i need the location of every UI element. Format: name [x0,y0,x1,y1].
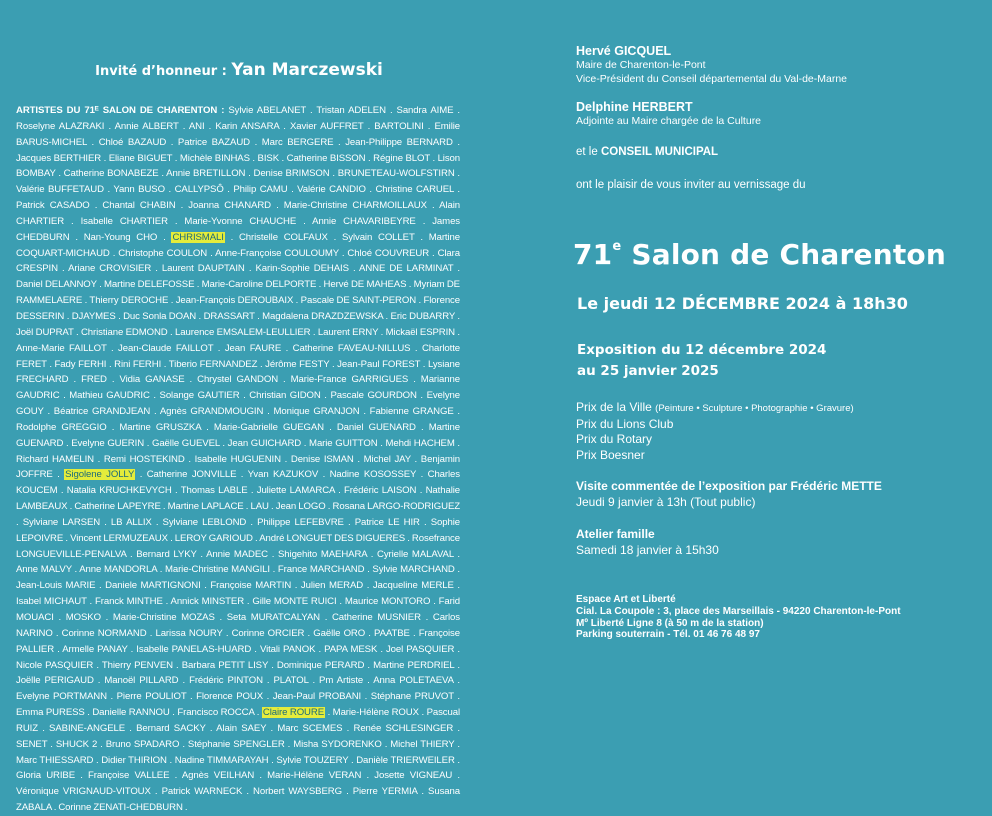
artists-part-3: . Catherine JONVILLE . Yvan KAZUKOV . Nadine KOSOSSEY . Charles KOUCEM . Natalia KRUCHKEVYCH . Thomas LABLE . Juliette LAMARCA . Frédéric LAISON . Nathalie LAMBEAUX . Catherine LAPEYRE . Martine LAPLACE . LAU . Jean LOGO . Rosana LARGO-RODRIGUEZ . Sylviane LARSEN . LB ALLIX . Sylviane LEBLOND . Philippe LEFEBVRE . Patrice LE HIR . Sophie LEPOIVRE . Vincent LERMUZEAUX . LEROY GARIOUD . André LONGUET DES DIGUERES . Rosefrance LONGUEVILLE-PENALVA . Bernard LYKY . Annie MADEC . Shigehito MAEHARA . Cyrielle MALAVAL . Anne MALVY . Anne MANDORLA . Marie-Christine MANGILI . France MARCHAND . Sylvie MARCHAND . Jean-Louis MARIE . Daniele MARTIGNONI . Françoise MARTIN . Julien MERAD . Jacqueline MERLE . Isabel MICHAUT . Franck MINTHE . Annick MINSTER . Gille MONTE RUICI . Maurice MONTORO . Farid MOUACI . MOSKO . Marie-Christine MOZAS . Seta MURATCALYAN . Catherine MUSNIER . Carlos NARINO . Corinne NORMAND . Larissa NOURY . Corinne ORCIER . Gaëlle ORO . PAATBE . Françoise PALLIER . Armelle PANAY . Isabelle PANELAS-HUARD . Vitali PANOK . PAPA MESK . Joel PASQUIER . Nicole PASQUIER . Thierry PENVEN . Barbara PETIT LISY . Dominique PERARD . Martine PERDRIEL . Joëlle PERIGAUD . Manoël PILLARD . Frédéric PINTON . PLATOL . Pm Artiste . Anna POLETAEVA . Evelyne PORTMANN . Pierre POULIOT . Florence POUX . Jean-Paul PROBANI . Stéphane PRUVOT . Emma PURESS . Danielle RANNOU . Francisco ROCCA . [16,469,460,719]
left-column [16,60,460,816]
prize-ville [576,400,854,417]
prize-lions: Prix du Lions Club [576,416,674,431]
guided-visit [576,478,882,510]
guest-label: Invité d’honneur : [95,64,227,79]
event-title [573,238,946,271]
artists-heading: ARTISTES DU 71ᴱ SALON DE CHARENTON : [16,105,225,116]
host-role: Adjointe au Maire chargée de la Culture [576,115,762,127]
expo-line-2: au 25 janvier 2025 [577,363,719,379]
artists-part-2: . Christelle COLFAUX . Sylvain COLLET . Martine COQUART-MICHAUD . Christophe COULON . Anne-Françoise COULOUMY . Chloé COUVREUR . Clara CRESPIN . Ariane CROVISIER . Laurent DAUPTAIN . Karin-Sophie DEHAIS . ANNE DE LARMINAT . Daniel DELANNOY . Martine DELEFOSSE . Marie-Caroline DELPORTE . Hervé DE MAHEAS . Myriam DE RAMMELAERE . Thierry DEROCHE . Jean-François DEROUBAIX . Pascale DE SAINT-PERON . Florence DESSERIN . DJAYMES . Duc Sonla DOAN . DRASSART . Magdalena DRAZDZEWSKA . Eric DUBARRY . Joël DUPRAT . Christiane EDMOND . Laurence EMSALEM-LEULLIER . Laurent ERNY . Mickaël ESPRIN . Anne-Marie FAILLOT . Jean-Claude FAILLOT . Jean FAURE . Catherine FAVEAU-NILLUS . Charlotte FERET . Fady FERHI . Rini FERHI . Tiberio FERNANDEZ . Jérôme FESTY . Jean-Paul FOREST . Lysiane FRECHARD . FRED . Vidia GANASE . Chrystel GANDON . Marie-France GARRIGUES . Marianne GAUDRIC . Mathieu GAUDRIC . Solange GAUTIER . Christian GIDON . Pascale GOURDON . Evelyne GOUY . Béatrice GRANDJEAN . Agnès GRANDMOUGIN . Monique GRANJON . Fabienne GRANGE . Rodolphe GREGGIO . Martine GRUSZKA . Marie-Gabrielle GUEGAN . Daniel GUENARD . Martine GUENARD . Evelyne GUERIN . Gaëlle GUEVEL . Jean GUICHARD . Marie GUITTON . Mehdi HACHEM . Richard HAMELIN . Remi HOSTEKIND . Isabelle HUGUENIN . Denise ISMAN . Michel JAY . Benjamin JOFFRE . [16,231,460,481]
guest-name: Yan Marczewski [231,60,383,80]
highlighted-artist: Claire ROURE [262,707,325,719]
address-line-2: Cial. La Coupole : 3, place des Marseillais - 94220 Charenton-le-Pont [576,605,901,617]
prizes-list [576,400,854,463]
atelier-detail: Samedi 18 janvier à 15h30 [576,543,719,557]
host-1 [576,44,976,86]
council-line [576,146,976,158]
artists-part-4: . Marie-Hélène ROUX . Pascual RUIZ . SABINE-ANGELE . Bernard SACKY . Alain SAEY . Marc SCEMES . Renée SCHLESINGER . SENET . SHUCK 2 . Bruno SPADARO . Stéphanie SPENGLER . Misha SYDORENKO . Michel THIERY . Marc THIESSARD . Didier THIRION . Nadine TIMMARAYAH . Sylvie TOUZERY . Danièle TRIERWEILER . Gloria URIBE . Françoise VALLEE . Agnès VEILHAN . Marie-Hélène VERAN . Josette VIGNEAU . Véronique VRIGNAUD-VITOUX . Patrick WARNECK . Norbert WAYSBERG . Pierre YERMIA . Susana ZABALA . Corinne ZENATI-CHEDBURN . [16,707,461,814]
address-line-1: Espace Art et Liberté [576,594,676,605]
address-line-3: Mº Liberté Ligne 8 (à 50 m de la station) [576,617,764,629]
host-name: Hervé GICQUEL [576,44,672,58]
visit-detail: Jeudi 9 janvier à 13h (Tout public) [576,495,756,509]
council-prefix: et le [576,146,598,158]
title-number: 71 [573,238,613,271]
visit-title: Visite commentée de l’exposition par Frédéric METTE [576,479,882,493]
guest-of-honour [18,60,460,80]
invite-line: ont le plaisir de vous inviter au vernissage du [576,179,806,191]
prize-ville-label: Prix de la Ville [576,400,652,414]
title-text: Salon de Charenton [631,238,946,271]
prize-boesner: Prix Boesner [576,447,645,462]
highlighted-artist: CHRISMALI [172,231,224,243]
council-name: CONSEIL MUNICIPAL [600,146,719,158]
title-superscript: e [612,239,622,254]
artists-part-1: Sylvie ABELANET . Tristan ADELEN . Sandra AIME . Roselyne ALAZRAKI . Annie ALBERT . ANI . Karin ANSARA . Xavier AUFFRET . BARTOLINI . Emilie BARUS-MICHEL . Chloé BAZAUD . Patrice BAZAUD . Marc BERGERE . Jean-Philippe BERNARD . Jacques BERTHIER . Eliane BIGUET . Michèle BINHAS . BISK . Catherine BISSON . Régine BLOT . Lison BOMBAY . Catherine BONABEZE . Annie BRETILLON . Denise BRIMSON . BRUNETEAU-WOLFSTIRN . Valérie BUFFETAUD . Yann BUSO . CALLYPSÔ . Philip CAMU . Valérie CANDIO . Christine CARUEL . Patrick CASADO . Chantal CHABIN . Joanna CHANARD . Marie-Christine CHARMOILLAUX . Alain CHARTIER . Isabelle CHARTIER . Marie-Yvonne CHAUCHE . Annie CHAVARIBEYRE . James CHEDBURN . Nan-Young CHO . [16,105,460,243]
exhibition-dates [577,340,826,382]
highlighted-artist: Sigolene JOLLY [65,469,135,481]
host-role: Vice-Président du Conseil départemental du Val-de-Marne [576,73,848,85]
host-2 [576,100,976,128]
atelier-title: Atelier famille [576,527,655,541]
prize-rotary: Prix du Rotary [576,432,653,446]
artists-list [16,103,460,816]
expo-line-1: Exposition du 12 décembre 2024 [577,342,827,358]
prize-ville-detail: (Peinture • Sculpture • Photographie • Gravure) [655,403,854,414]
family-workshop [576,526,719,558]
hosts-block [576,44,976,191]
venue-address [576,594,901,641]
host-role: Maire de Charenton-le-Pont [576,59,706,71]
host-name: Delphine HERBERT [576,100,693,114]
vernissage-date: Le jeudi 12 DÉCEMBRE 2024 à 18h30 [577,294,908,313]
address-line-4: Parking souterrain - Tél. 01 46 76 48 97 [576,629,760,641]
